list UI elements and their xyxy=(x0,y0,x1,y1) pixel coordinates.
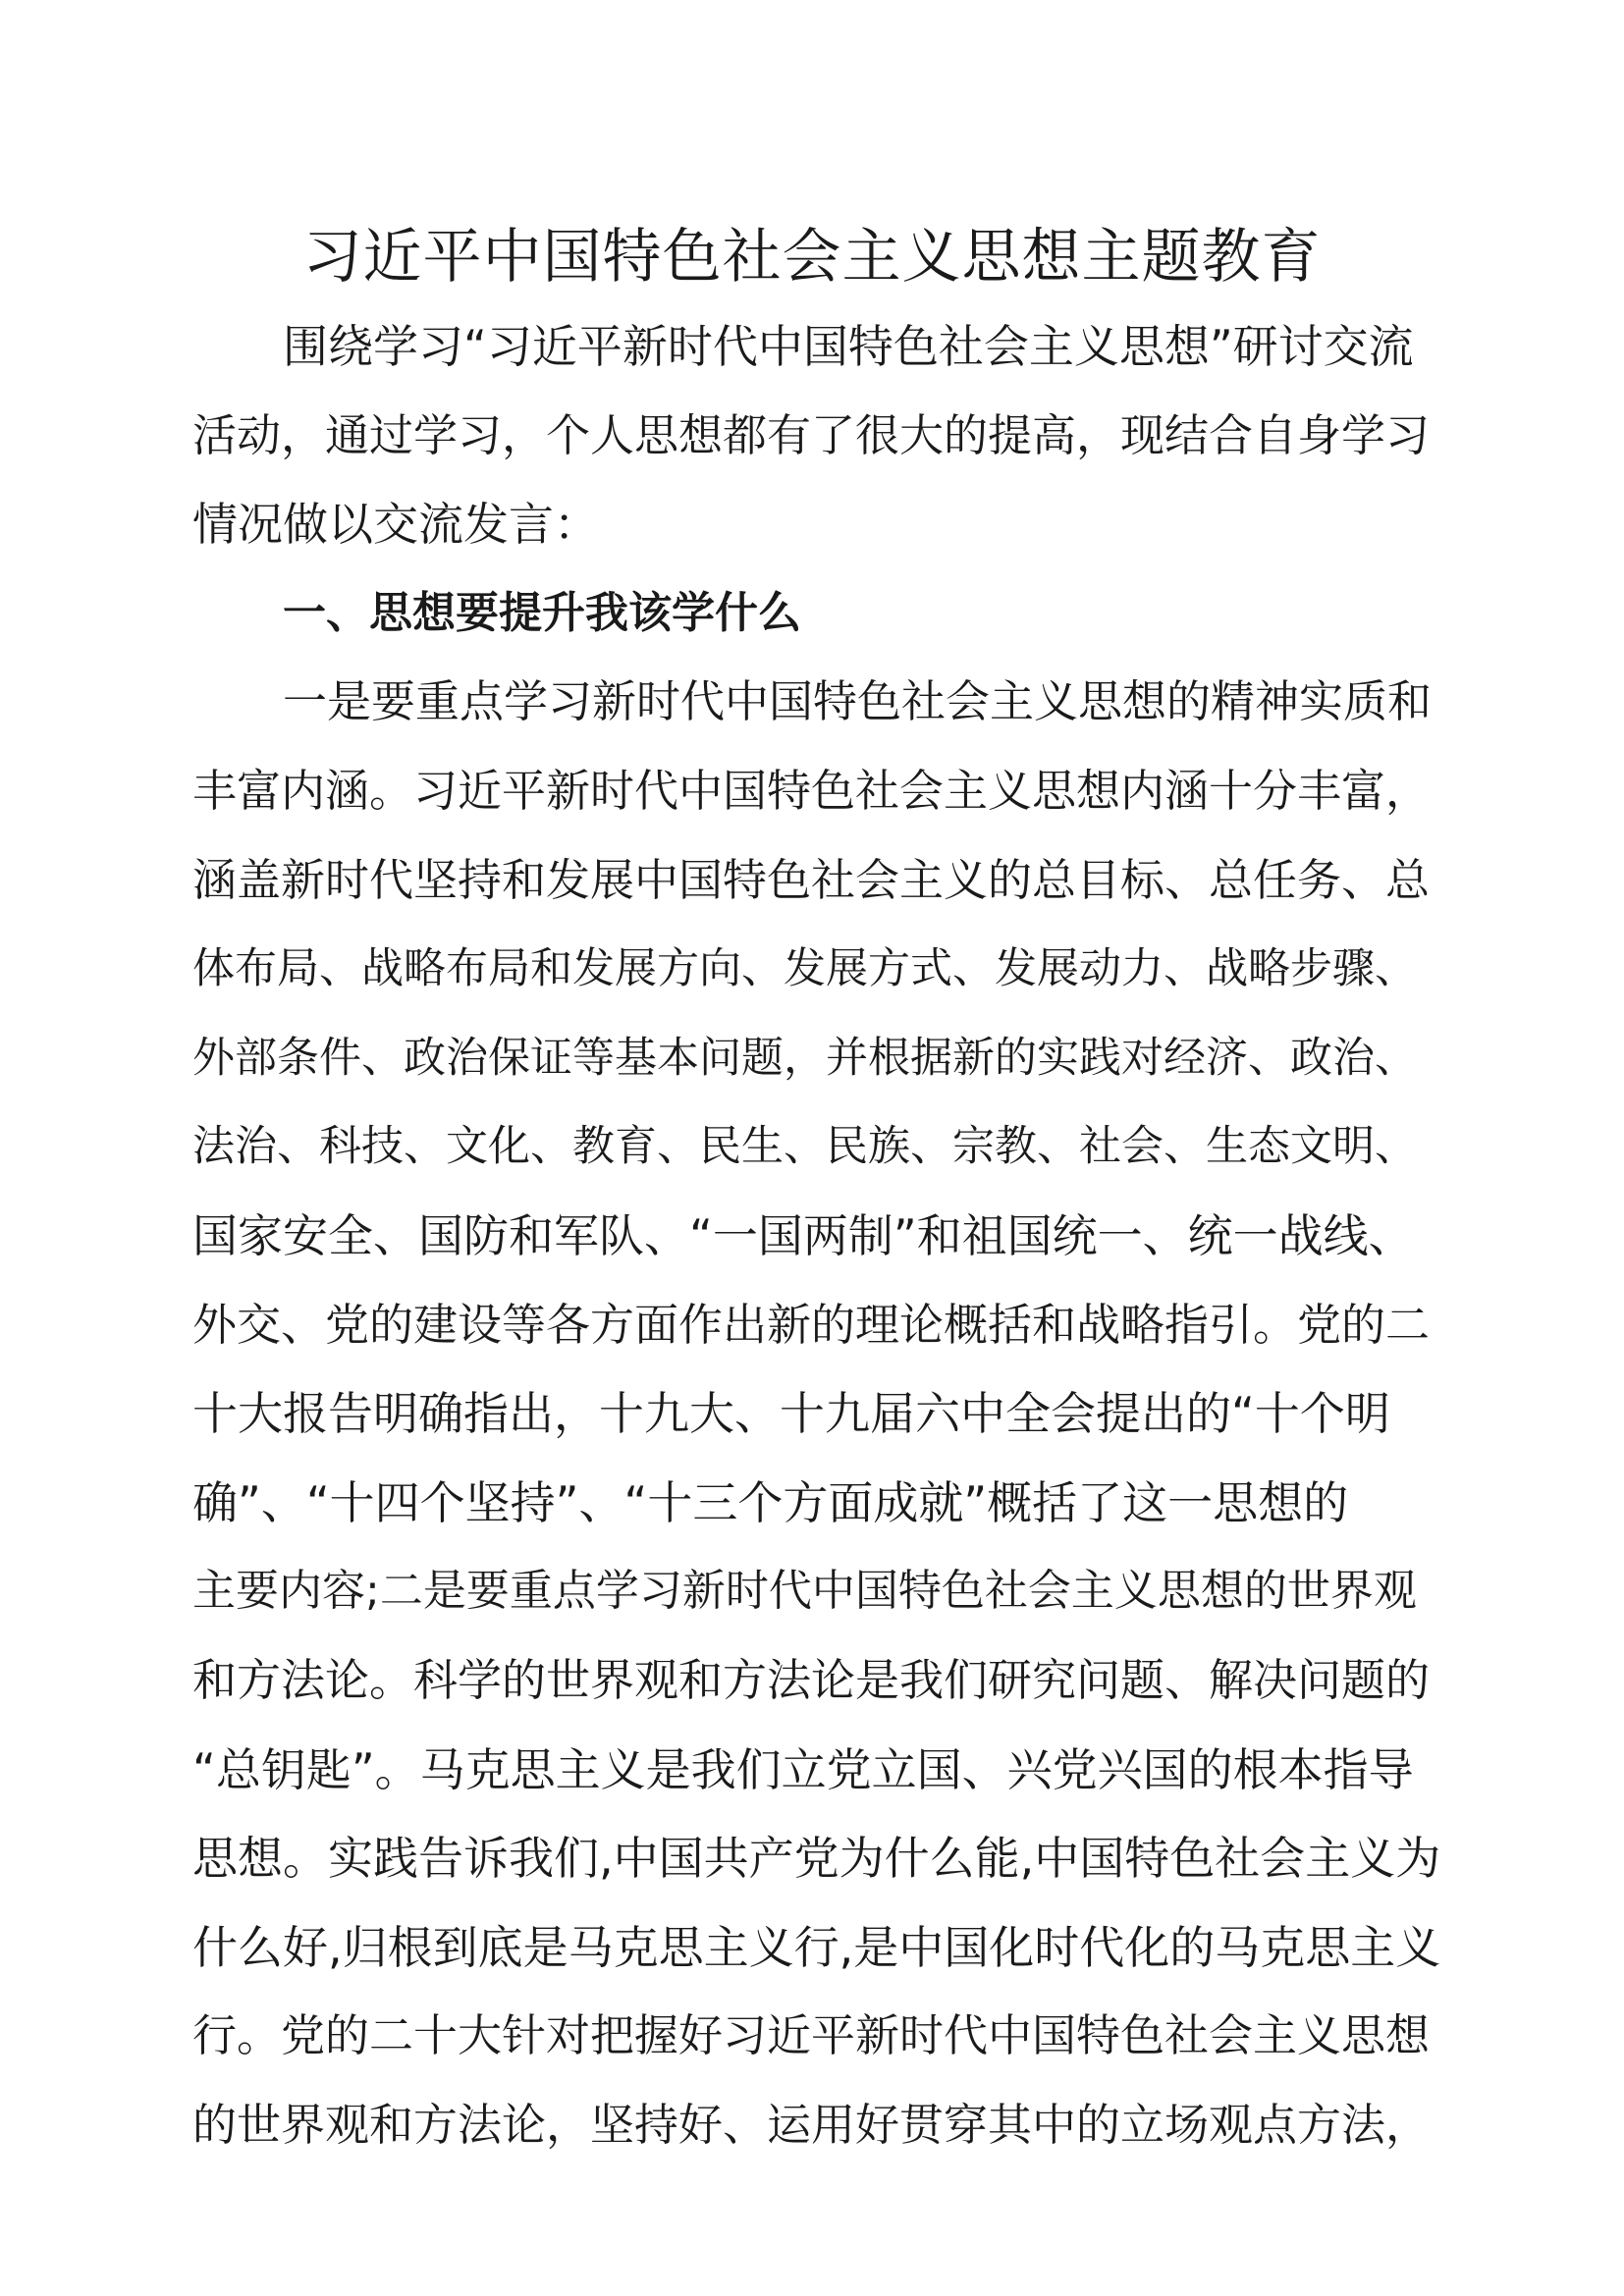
text-line: 思想。实践告诉我们,中国共产党为什么能,中国特色社会主义为 xyxy=(192,1832,1441,1886)
text-line: 什么好,归根到底是马克思主义行,是中国化时代化的马克思主义 xyxy=(192,1920,1441,1974)
text-line: 和方法论。科学的世界观和方法论是我们研究问题、解决问题的 xyxy=(192,1653,1431,1706)
text-line: 法治、科技、文化、教育、民生、民族、宗教、社会、生态文明、 xyxy=(192,1122,1417,1172)
document-title: 习近平中国特色社会主义思想主题教育 xyxy=(302,223,1322,292)
text-line: 外交、党的建设等各方面作出新的理论概括和战略指引。党的二 xyxy=(192,1298,1431,1351)
text-line: 国家安全、国防和军队、“一国两制”和祖国统一、统一战线、 xyxy=(192,1208,1414,1262)
text-line: 一是要重点学习新时代中国特色社会主义思想的精神实质和 xyxy=(283,675,1433,728)
section-heading: 一、思想要提升我该学什么 xyxy=(283,587,801,638)
text-line: 外部条件、政治保证等基本问题，并根据新的实践对经济、政治、 xyxy=(192,1033,1417,1083)
text-line: 情况做以交流发言： xyxy=(192,498,599,552)
text-line: 涵盖新时代坚持和发展中国特色社会主义的总目标、总任务、总 xyxy=(192,853,1431,906)
text-line: 的世界观和方法论，坚持好、运用好贯穿其中的立场观点方法， xyxy=(192,2098,1431,2151)
text-line: 体布局、战略布局和发展方向、发展方式、发展动力、战略步骤、 xyxy=(192,944,1417,994)
text-line: 十大报告明确指出，十九大、十九届六中全会提出的“十个明 xyxy=(192,1387,1390,1441)
text-line: 确”、“十四个坚持”、“十三个方面成就”概括了这一思想的 xyxy=(192,1475,1349,1529)
text-line: “总钥匙”。马克思主义是我们立党立国、兴党兴国的根本指导 xyxy=(192,1742,1414,1796)
document-body xyxy=(192,302,1443,2169)
text-line: 主要内容;二是要重点学习新时代中国特色社会主义思想的世界观 xyxy=(192,1566,1417,1617)
text-line: 活动，通过学习，个人思想都有了很大的提高，现结合自身学习 xyxy=(192,408,1431,461)
text-line: 行。党的二十大针对把握好习近平新时代中国特色社会主义思想 xyxy=(192,2009,1431,2062)
text-line: 丰富内涵。习近平新时代中国特色社会主义思想内涵十分丰富， xyxy=(192,764,1431,817)
text-line: 围绕学习“习近平新时代中国特色社会主义思想”研讨交流 xyxy=(283,320,1414,373)
